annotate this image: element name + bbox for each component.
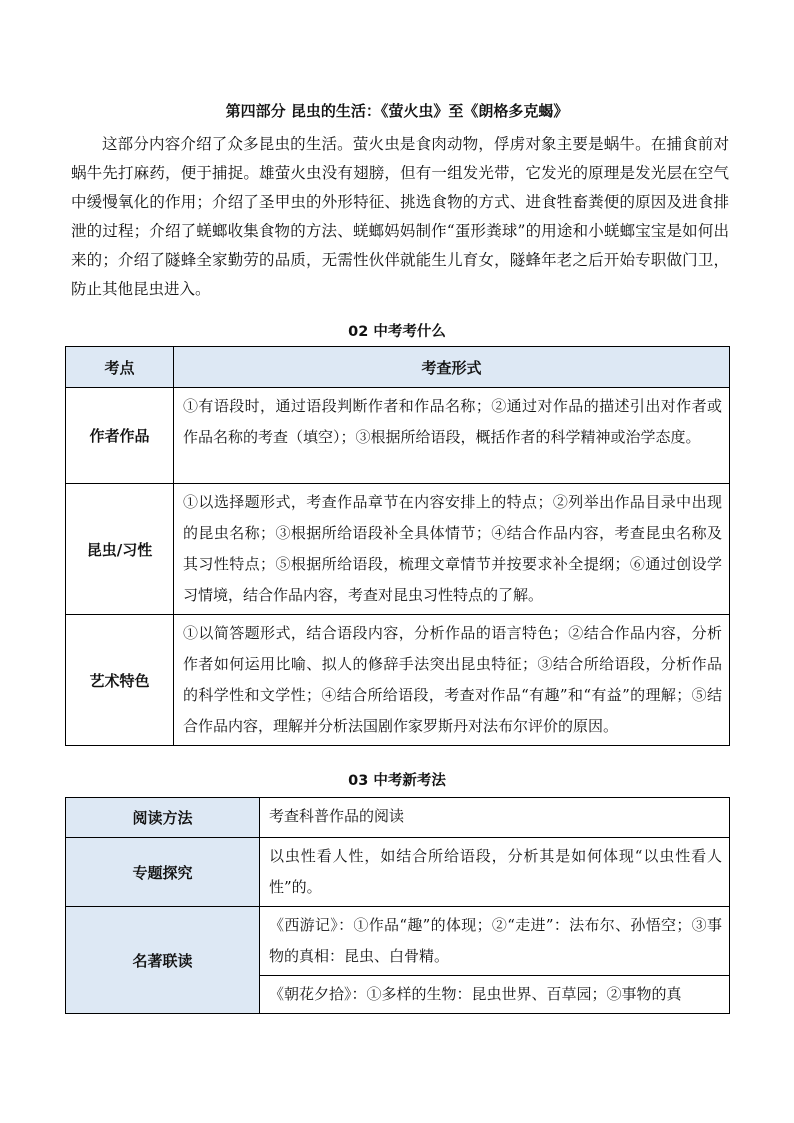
- part-title: 第四部分 昆虫的生活：《萤火虫》至《朗格多克蝎》: [225, 102, 569, 120]
- row-text: ①有语段时，通过语段判断作者和作品名称；②通过对作品的描述引出对作者或作品名称的考查（填空）；③根据所给语段，概括作者的科学精神或治学态度。: [174, 388, 730, 484]
- row-label: 作者作品: [66, 388, 174, 484]
- header-exam-form: 考查形式: [174, 347, 730, 388]
- table-row: [66, 615, 730, 746]
- table-row: [66, 798, 730, 838]
- intro-paragraph: 这部分内容介绍了众多昆虫的生活。萤火虫是食肉动物，俘虏对象主要是蜗牛。在捕食前对蜗牛先打麻药，便于捕捉。雄萤火虫没有翅膀，但有一组发光带，它发光的原理是发光层在空气中缓慢氧化的作用；介绍了圣甲虫的外形特征、挑选食物的方式、进食牲畜粪便的原因及进食排泄的过程；介绍了蜣螂收集食物的方法、蜣螂妈妈制作“蛋形粪球”的用途和小蜣螂宝宝是如何出来的；介绍了隧蜂全家勤劳的品质，无需性伙伴就能生儿育女，隧蜂年老之后开始专职做门卫，防止其他昆虫进入。: [71, 135, 729, 298]
- table-row: [66, 388, 730, 484]
- row-label: 艺术特色: [66, 615, 174, 746]
- row-label: 昆虫/习性: [66, 484, 174, 615]
- table-row: [66, 907, 730, 976]
- header-exam-point: 考点: [66, 347, 174, 388]
- table-row: [66, 838, 730, 907]
- new-exam-table: [65, 797, 730, 1014]
- table-row: [66, 484, 730, 615]
- row-text: 以虫性看人性，如结合所给语段，分析其是如何体现“以虫性看人性”的。: [260, 838, 730, 907]
- section-title-new-exam: 03 中考新考法: [348, 773, 446, 789]
- row-text-continued: 《朝花夕拾》：①多样的生物：昆虫世界、百草园；②事物的真: [260, 976, 730, 1014]
- row-label: 专题探究: [66, 838, 260, 907]
- row-text: ①以简答题形式，结合语段内容，分析作品的语言特色；②结合作品内容，分析作者如何运用比喻、拟人的修辞手法突出昆虫特征；③结合所给语段，分析作品的科学性和文学性；④结合所给语段，考查对作品“有趣”和“有益”的理解；⑤结合作品内容，理解并分析法国剧作家罗斯丹对法布尔评价的原因。: [174, 615, 730, 746]
- row-text: 《西游记》：①作品“趣”的体现；②“走进”：法布尔、孙悟空；③事物的真相：昆虫、白骨精。: [260, 907, 730, 976]
- section-title-exam-content: 02 中考考什么: [348, 324, 446, 340]
- row-text: ①以选择题形式，考查作品章节在内容安排上的特点；②列举出作品目录中出现的昆虫名称；③根据所给语段补全具体情节；④结合作品内容，考查昆虫名称及其习性特点；⑤根据所给语段，梳理文章情节并按要求补全提纲；⑥通过创设学习情境，结合作品内容，考查对昆虫习性特点的了解。: [174, 484, 730, 615]
- exam-points-table: [65, 346, 730, 746]
- row-label: 阅读方法: [66, 798, 260, 838]
- row-text: 考查科普作品的阅读: [260, 798, 730, 838]
- row-label: 名著联读: [66, 907, 260, 1014]
